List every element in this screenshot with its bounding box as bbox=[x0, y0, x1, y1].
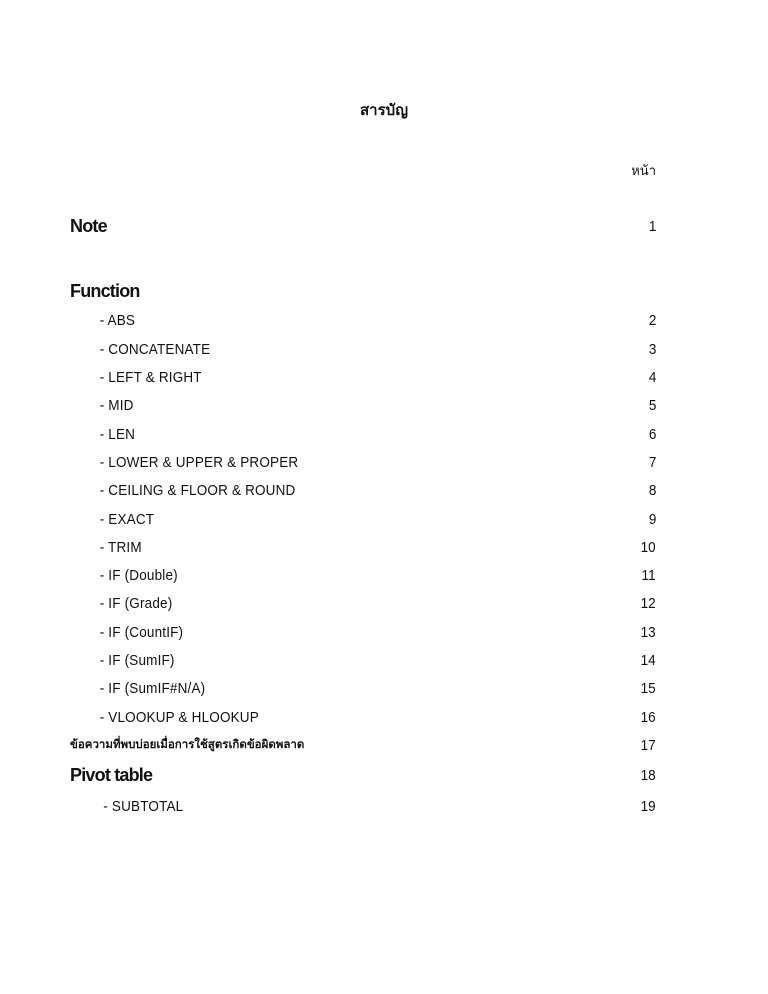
toc-entry-page: 15 bbox=[640, 679, 656, 697]
toc-entry-label: - IF (SumIF#N/A) bbox=[99, 679, 206, 697]
toc-entry-page: 6 bbox=[648, 425, 656, 443]
toc-entry-mid[interactable] bbox=[70, 393, 656, 417]
toc-entry-abs[interactable] bbox=[70, 308, 656, 332]
toc-entry-subtotal[interactable] bbox=[70, 794, 656, 818]
toc-entry-if-countif[interactable] bbox=[70, 620, 656, 644]
toc-entry-if-sumif[interactable] bbox=[70, 648, 656, 672]
toc-entry-ceiling-floor-round[interactable] bbox=[70, 478, 656, 502]
toc-entry-page: 16 bbox=[640, 708, 656, 726]
toc-entry-label: - CEILING & FLOOR & ROUND bbox=[99, 481, 296, 499]
toc-entry-if-sumif-na[interactable] bbox=[70, 676, 656, 700]
toc-entry-page: 5 bbox=[648, 396, 656, 414]
toc-entry-page: 19 bbox=[640, 797, 656, 815]
page-column-header: หน้า bbox=[631, 164, 656, 179]
toc-entry-page: 9 bbox=[648, 510, 656, 528]
toc-entry-page: 17 bbox=[640, 736, 656, 754]
toc-entry-len[interactable] bbox=[70, 422, 656, 446]
toc-entry-page: 1 bbox=[648, 217, 656, 235]
toc-entry-note[interactable] bbox=[70, 214, 656, 238]
toc-entry-page: 11 bbox=[641, 566, 656, 584]
toc-entry-if-grade[interactable] bbox=[70, 591, 656, 615]
toc-entry-label: - IF (Double) bbox=[99, 566, 178, 584]
toc-entry-trim[interactable] bbox=[70, 535, 656, 559]
toc-section-function[interactable] bbox=[70, 279, 656, 303]
toc-entry-label: ข้อความที่พบบ่อยเมื่อการใช้สูตรเกิดข้อผิดพลาด bbox=[70, 737, 305, 751]
toc-entry-page: 4 bbox=[648, 368, 656, 386]
toc-title: สารบัญ bbox=[360, 101, 408, 119]
toc-entry-label: - IF (Grade) bbox=[99, 594, 173, 612]
toc-entry-page: 2 bbox=[648, 311, 656, 329]
toc-entry-vlookup-hlookup[interactable] bbox=[70, 705, 656, 729]
toc-entry-label: - ABS bbox=[99, 311, 136, 329]
toc-entry-page: 12 bbox=[640, 594, 656, 612]
toc-entry-label: - LEN bbox=[99, 425, 136, 443]
toc-entry-label: - IF (SumIF) bbox=[99, 651, 175, 669]
toc-entry-label: - VLOOKUP & HLOOKUP bbox=[99, 708, 259, 726]
toc-entry-page: 18 bbox=[640, 766, 656, 784]
toc-entry-exact[interactable] bbox=[70, 507, 656, 531]
toc-entry-page: 7 bbox=[648, 453, 656, 471]
toc-entry-label: - IF (CountIF) bbox=[99, 623, 184, 641]
toc-entry-pivot-table[interactable] bbox=[70, 763, 656, 787]
toc-entry-page: 13 bbox=[640, 623, 656, 641]
toc-entry-label: - CONCATENATE bbox=[99, 340, 211, 358]
toc-entry-label: - SUBTOTAL bbox=[103, 797, 184, 815]
toc-entry-page: 3 bbox=[648, 340, 656, 358]
toc-entry-label: - LEFT & RIGHT bbox=[99, 368, 202, 386]
toc-entry-page: 8 bbox=[648, 481, 656, 499]
toc-entry-label: Pivot table bbox=[70, 764, 153, 785]
toc-entry-label: - LOWER & UPPER & PROPER bbox=[99, 453, 299, 471]
toc-entry-left-right[interactable] bbox=[70, 365, 656, 389]
toc-entry-lower-upper-proper[interactable] bbox=[70, 450, 656, 474]
toc-entry-page: 14 bbox=[640, 651, 656, 669]
toc-entry-label: - MID bbox=[99, 396, 134, 414]
toc-entry-label: - TRIM bbox=[99, 538, 142, 556]
toc-entry-label: Function bbox=[70, 280, 140, 301]
toc-entry-if-double[interactable] bbox=[70, 563, 656, 587]
toc-entry-label: Note bbox=[70, 215, 107, 236]
toc-entry-page: 10 bbox=[640, 538, 656, 556]
toc-entry-concatenate[interactable] bbox=[70, 337, 656, 361]
toc-entry-error-messages[interactable] bbox=[70, 733, 656, 757]
toc-entry-label: - EXACT bbox=[99, 510, 155, 528]
